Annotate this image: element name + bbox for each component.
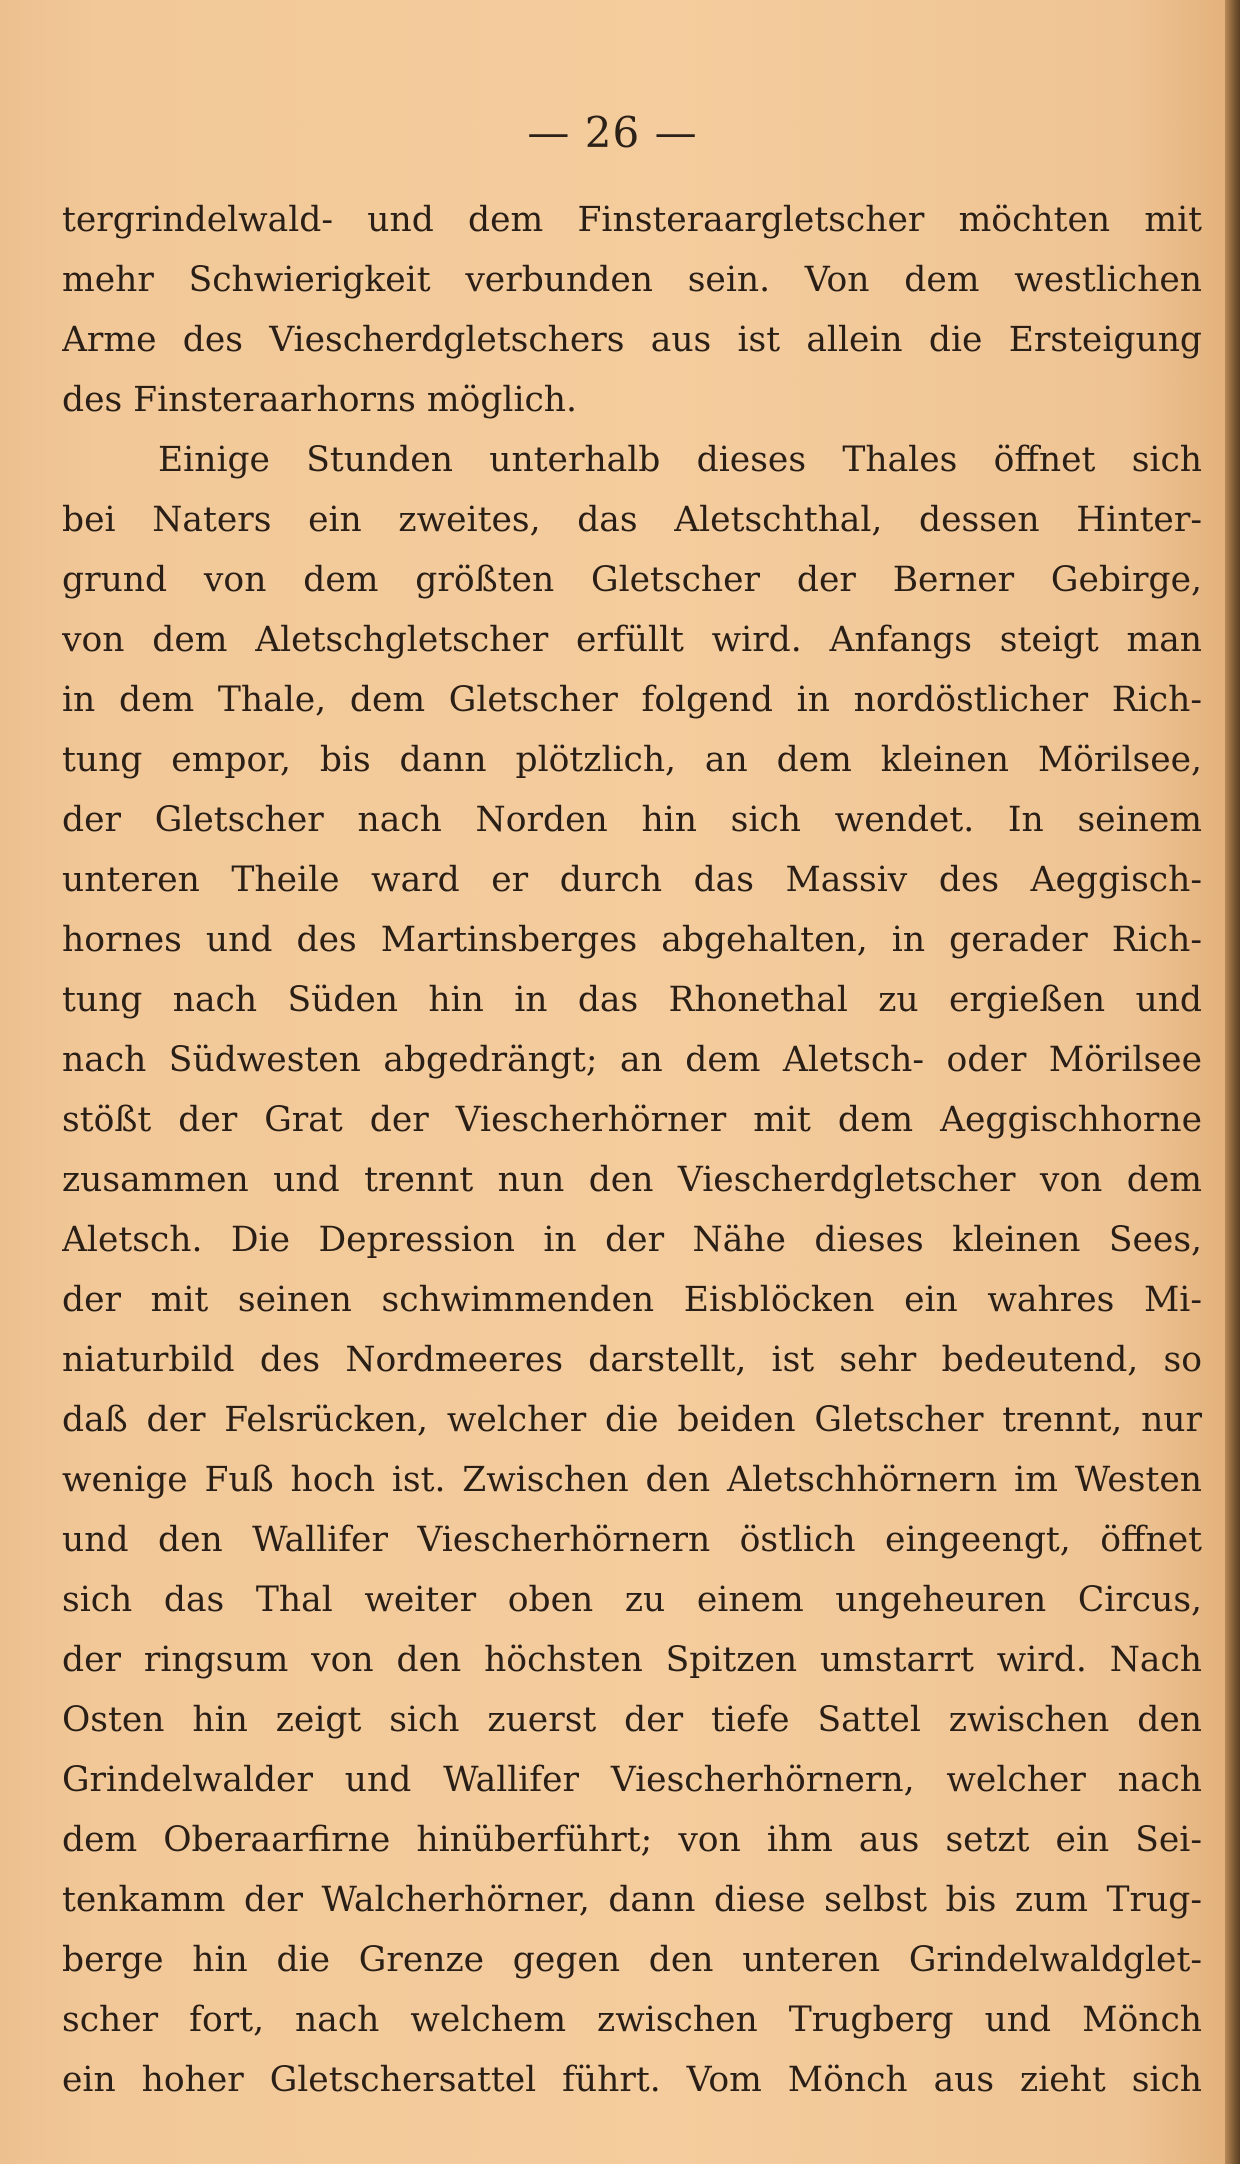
text-line: hornes und des Martinsberges abgehalten, in gerader Rich- [62,920,1202,960]
text-line: dem Oberaarfirne hinüberführt; von ihm aus setzt ein Sei- [62,1820,1202,1860]
text-line: der mit seinen schwimmenden Eisblöcken ein wahres Mi- [62,1280,1202,1320]
text-line: tung nach Süden hin in das Rhonethal zu ergießen und [62,980,1202,1020]
text-line: Arme des Viescherdgletschers aus ist allein die Ersteigung [62,320,1202,360]
text-line: der ringsum von den höchsten Spitzen umstarrt wird. Nach [62,1640,1202,1680]
text-line: Osten hin zeigt sich zuerst der tiefe Sattel zwischen den [62,1700,1202,1740]
text-line: in dem Thale, dem Gletscher folgend in nordöstlicher Rich- [62,680,1202,720]
text-line: mehr Schwierigkeit verbunden sein. Von dem westlichen [62,260,1202,300]
text-line: stößt der Grat der Viescherhörner mit dem Aeggischhorne [62,1100,1202,1140]
text-line: und den Wallifer Viescherhörnern östlich eingeengt, öffnet [62,1520,1202,1560]
text-line: tung empor, bis dann plötzlich, an dem kleinen Mörilsee, [62,740,1202,780]
text-line: berge hin die Grenze gegen den unteren Grindelwaldglet- [62,1940,1202,1980]
text-line: zusammen und trennt nun den Viescherdgletscher von dem [62,1160,1202,1200]
text-line: sich das Thal weiter oben zu einem ungeheuren Circus, [62,1580,1202,1620]
text-line: Einige Stunden unterhalb dieses Thales öffnet sich [158,440,1202,480]
page-edge [1225,0,1240,2164]
text-line: nach Südwesten abgedrängt; an dem Aletsch- oder Mörilsee [62,1040,1202,1080]
text-line: bei Naters ein zweites, das Aletschthal, dessen Hinter- [62,500,1202,540]
text-line: grund von dem größten Gletscher der Berner Gebirge, [62,560,1202,600]
body-text [62,190,1202,2110]
text-line: Aletsch. Die Depression in der Nähe dieses kleinen Sees, [62,1220,1202,1260]
text-line: von dem Aletschgletscher erfüllt wird. Anfangs steigt man [62,620,1202,660]
text-line: des Finsteraarhorns möglich. [62,380,577,420]
text-line: der Gletscher nach Norden hin sich wendet. In seinem [62,800,1202,840]
text-line: tenkamm der Walcherhörner, dann diese selbst bis zum Trug- [62,1880,1202,1920]
page-number: — 26 — [527,108,698,157]
text-line: Grindelwalder und Wallifer Viescherhörnern, welcher nach [62,1760,1202,1800]
text-line: wenige Fuß hoch ist. Zwischen den Aletschhörnern im Westen [62,1460,1202,1500]
text-line: scher fort, nach welchem zwischen Trugberg und Mönch [62,2000,1202,2040]
text-line: unteren Theile ward er durch das Massiv des Aeggisch- [62,860,1202,900]
text-line: daß der Felsrücken, welcher die beiden Gletscher trennt, nur [62,1400,1202,1440]
text-line: niaturbild des Nordmeeres darstellt, ist sehr bedeutend, so [62,1340,1202,1380]
text-line: ein hoher Gletschersattel führt. Vom Mönch aus zieht sich [62,2060,1202,2100]
text-line: tergrindelwald- und dem Finsteraargletscher möchten mit [62,200,1202,240]
